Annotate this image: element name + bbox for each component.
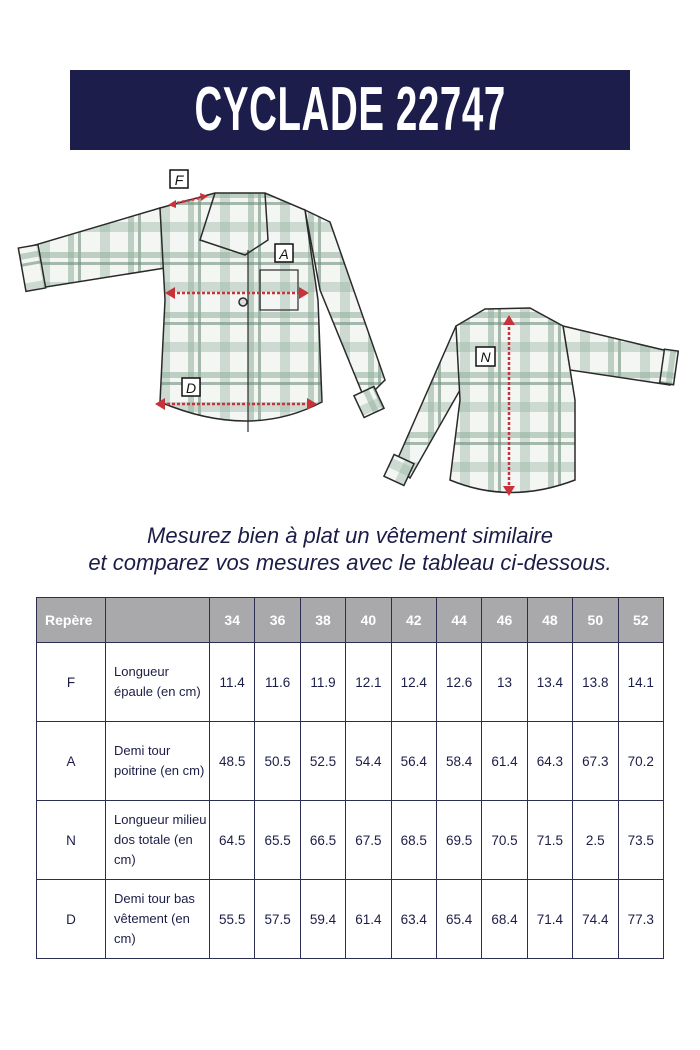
cell-value: 13.4 xyxy=(527,643,572,722)
cell-value: 12.4 xyxy=(391,643,436,722)
cell-value: 61.4 xyxy=(482,722,527,801)
row-label: Longueur épaule (en cm) xyxy=(106,643,210,722)
table-row xyxy=(37,722,664,801)
header-size: 40 xyxy=(346,598,391,643)
cell-value: 64.3 xyxy=(527,722,572,801)
header-size: 48 xyxy=(527,598,572,643)
cell-value: 14.1 xyxy=(618,643,663,722)
cell-value: 67.5 xyxy=(346,801,391,880)
cell-value: 58.4 xyxy=(436,722,481,801)
cell-value: 11.9 xyxy=(300,643,345,722)
instructions-line-1: Mesurez bien à plat un vêtement similaire xyxy=(147,523,553,548)
size-chart-table xyxy=(36,597,664,959)
table-row xyxy=(37,880,664,959)
cell-value: 11.6 xyxy=(255,643,300,722)
cell-value: 13.8 xyxy=(573,643,618,722)
cell-value: 12.1 xyxy=(346,643,391,722)
cell-value: 70.5 xyxy=(482,801,527,880)
header-size: 36 xyxy=(255,598,300,643)
cell-value: 57.5 xyxy=(255,880,300,959)
table-header-row xyxy=(37,598,664,643)
svg-text:N: N xyxy=(480,349,491,365)
cell-value: 77.3 xyxy=(618,880,663,959)
page-title: CYCLADE 22747 xyxy=(194,75,506,144)
header-size: 50 xyxy=(573,598,618,643)
garment-illustration xyxy=(0,160,700,505)
cell-value: 71.5 xyxy=(527,801,572,880)
row-marker: A xyxy=(37,722,106,801)
header-size: 38 xyxy=(300,598,345,643)
svg-text:D: D xyxy=(185,380,197,396)
header-repere: Repère xyxy=(37,598,106,643)
cell-value: 52.5 xyxy=(300,722,345,801)
cell-value: 12.6 xyxy=(436,643,481,722)
header-size: 42 xyxy=(391,598,436,643)
cell-value: 69.5 xyxy=(436,801,481,880)
cell-value: 48.5 xyxy=(210,722,255,801)
cell-value: 73.5 xyxy=(618,801,663,880)
table-row xyxy=(37,801,664,880)
svg-text:F: F xyxy=(174,172,184,188)
cell-value: 55.5 xyxy=(210,880,255,959)
cell-value: 68.5 xyxy=(391,801,436,880)
cell-value: 66.5 xyxy=(300,801,345,880)
cell-value: 54.4 xyxy=(346,722,391,801)
row-marker: N xyxy=(37,801,106,880)
back-shirt-drawing xyxy=(384,308,678,493)
svg-text:A: A xyxy=(279,246,289,262)
table-row xyxy=(37,643,664,722)
cell-value: 59.4 xyxy=(300,880,345,959)
front-shirt-drawing xyxy=(18,193,385,432)
cell-value: 65.5 xyxy=(255,801,300,880)
cell-value: 67.3 xyxy=(573,722,618,801)
measurement-instructions xyxy=(0,522,700,576)
cell-value: 74.4 xyxy=(573,880,618,959)
cell-value: 2.5 xyxy=(573,801,618,880)
cell-value: 56.4 xyxy=(391,722,436,801)
title-banner xyxy=(70,70,630,150)
row-marker: F xyxy=(37,643,106,722)
row-label: Demi tour bas vêtement (en cm) xyxy=(106,880,210,959)
cell-value: 11.4 xyxy=(210,643,255,722)
cell-value: 68.4 xyxy=(482,880,527,959)
row-label: Demi tour poitrine (en cm) xyxy=(106,722,210,801)
header-size: 44 xyxy=(436,598,481,643)
cell-value: 50.5 xyxy=(255,722,300,801)
header-size: 46 xyxy=(482,598,527,643)
cell-value: 70.2 xyxy=(618,722,663,801)
instructions-line-2: et comparez vos mesures avec le tableau ci-dessous. xyxy=(88,550,612,575)
header-size: 34 xyxy=(210,598,255,643)
cell-value: 64.5 xyxy=(210,801,255,880)
row-marker: D xyxy=(37,880,106,959)
row-label: Longueur milieu dos totale (en cm) xyxy=(106,801,210,880)
header-description xyxy=(106,598,210,643)
cell-value: 65.4 xyxy=(436,880,481,959)
cell-value: 13 xyxy=(482,643,527,722)
header-size: 52 xyxy=(618,598,663,643)
cell-value: 61.4 xyxy=(346,880,391,959)
cell-value: 71.4 xyxy=(527,880,572,959)
cell-value: 63.4 xyxy=(391,880,436,959)
